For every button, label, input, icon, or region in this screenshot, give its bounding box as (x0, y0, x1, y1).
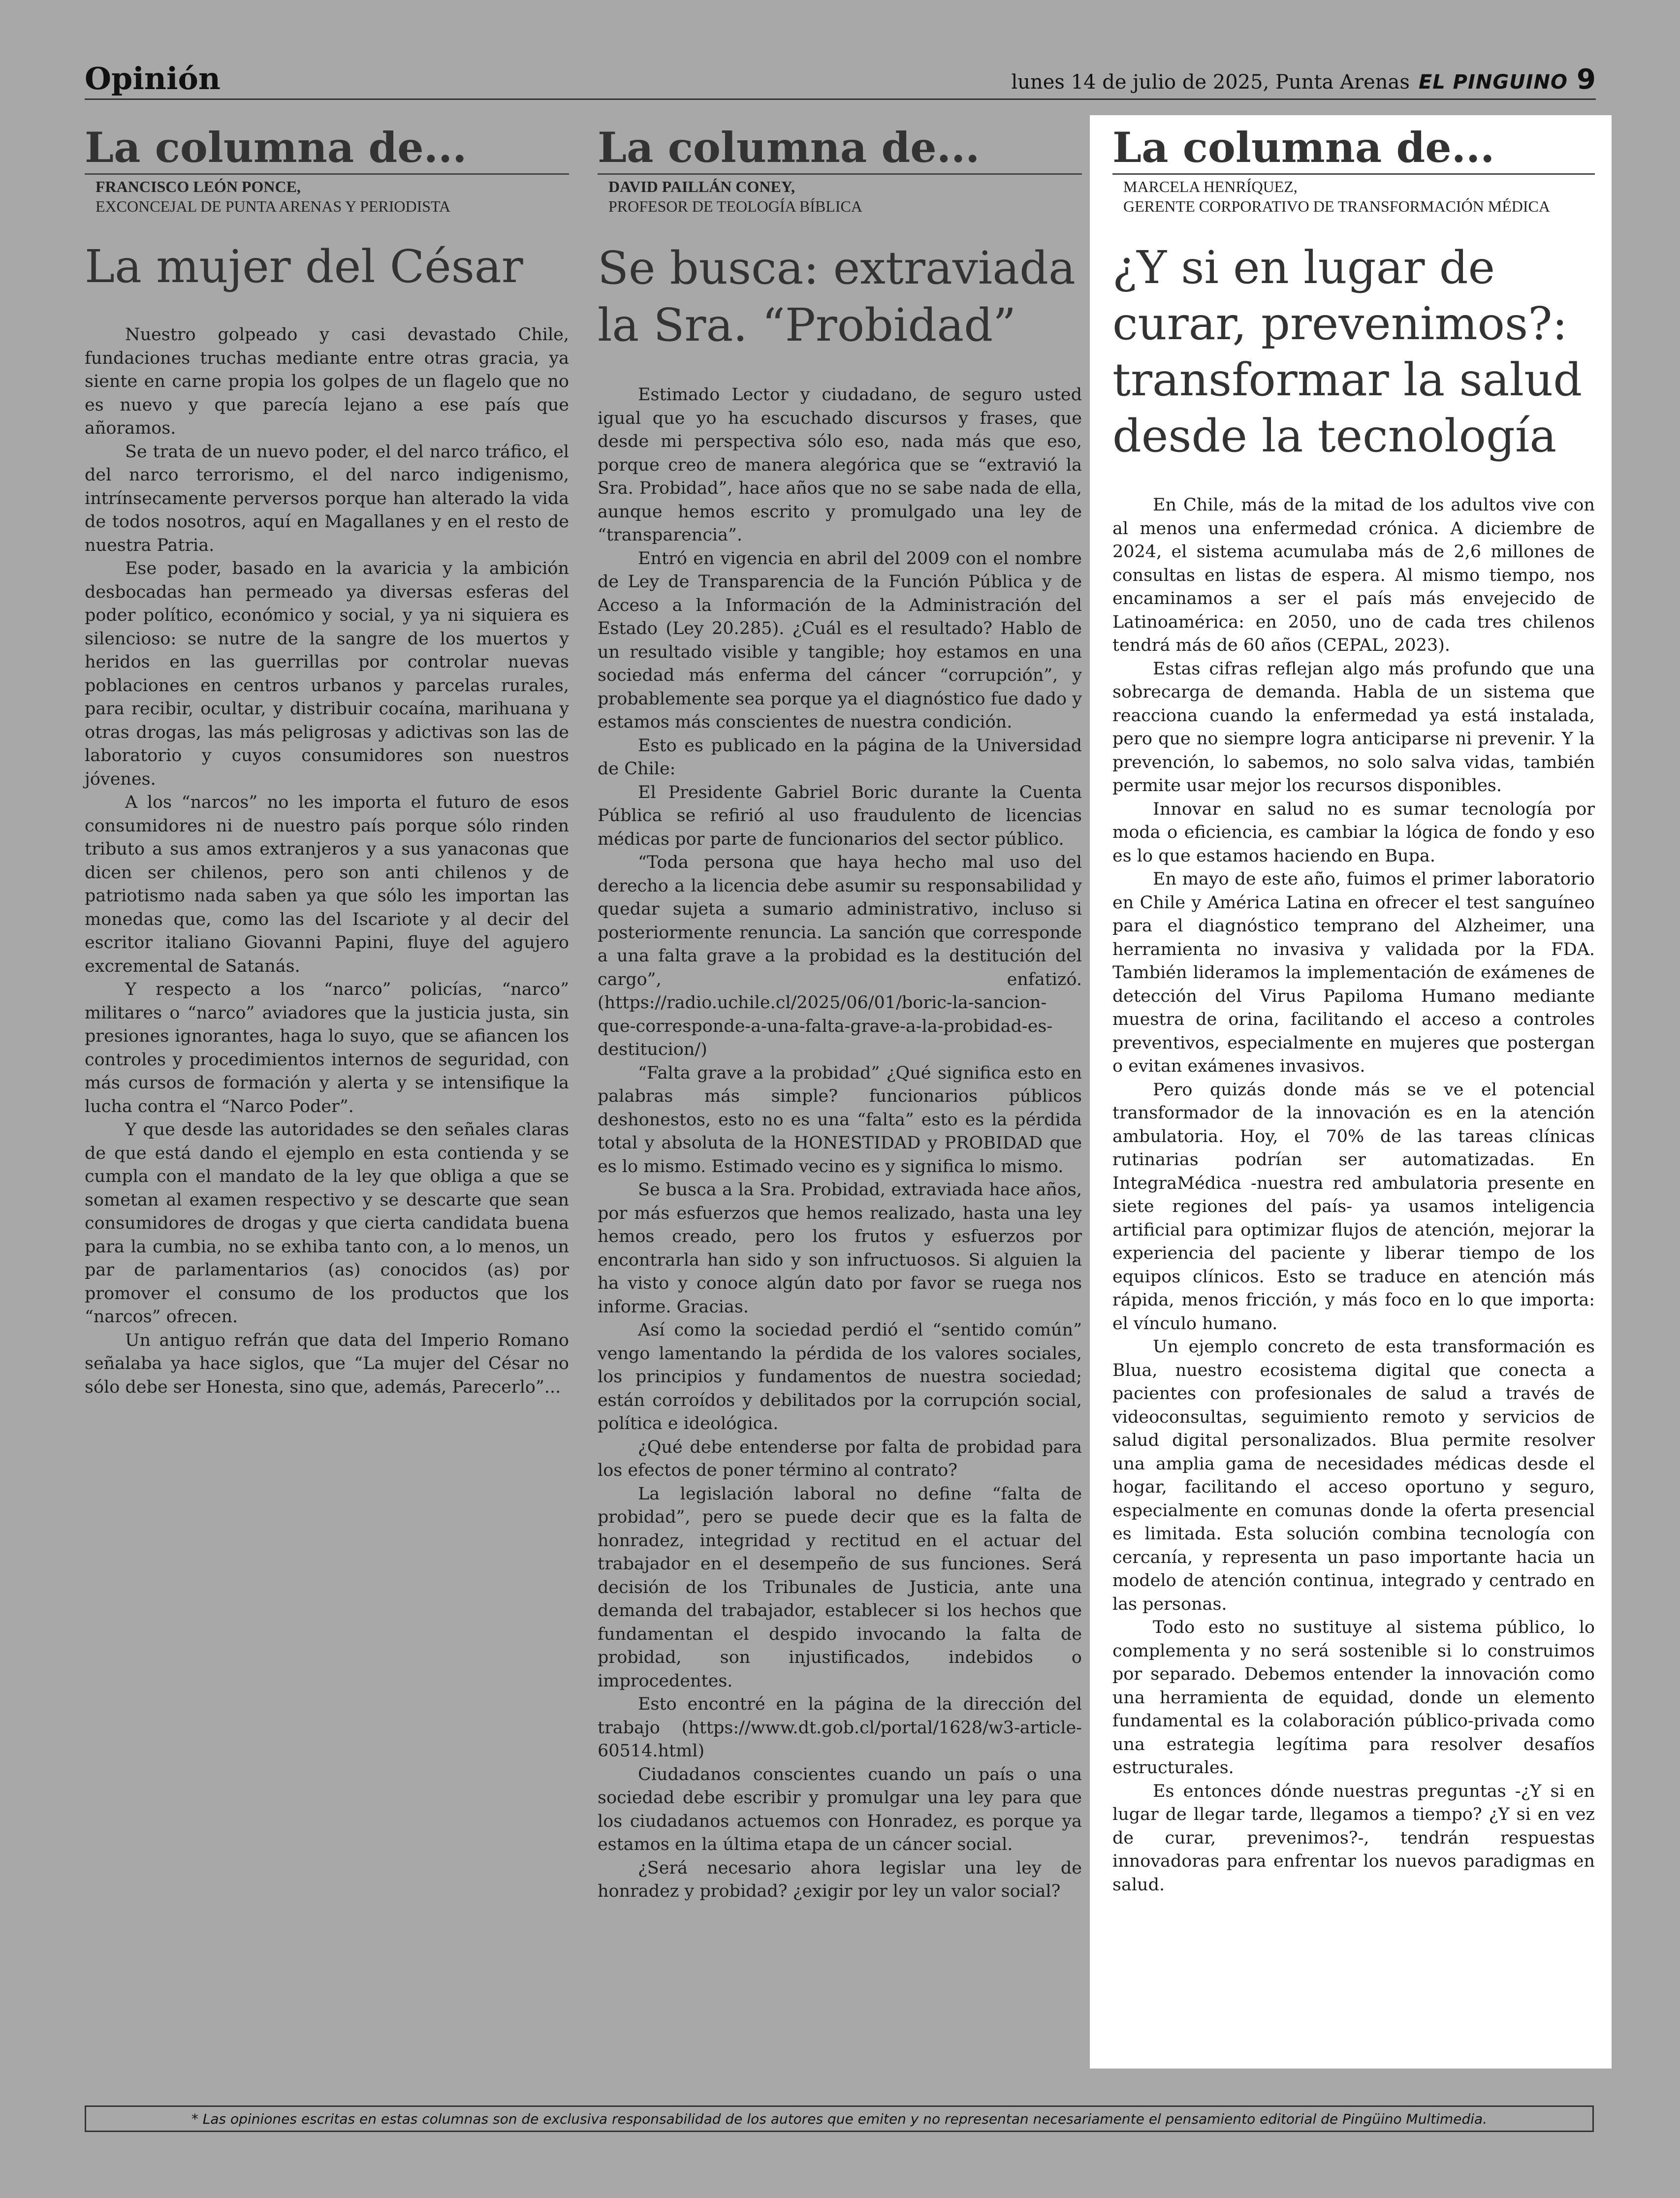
dateline: lunes 14 de julio de 2025, Punta Arenas (1011, 71, 1410, 94)
paragraph: Nuestro golpeado y casi devastado Chile, fundaciones truchas mediante entre otras gracia, ya siente en carne propia los golpes de un flagelo que no es nuevo y que parecía lejano a ese país que añoramos. (85, 325, 569, 438)
column-1 (85, 123, 569, 1399)
paragraph: ¿Será necesario ahora legislar una ley de honradez y probidad? ¿exigir por ley un valor social? (598, 1858, 1082, 1901)
page-number: 9 (1577, 64, 1596, 96)
column-3 (1112, 123, 1595, 1897)
paragraph: Así como la sociedad perdió el “sentido común” vengo lamentando la pérdida de los valores sociales, los principios y fundamentos de nuestra sociedad; están corroídos y debilitados por la corrupción social, política e ideológica. (598, 1320, 1082, 1433)
author-name: FRANCISCO LEÓN PONCE, (95, 178, 301, 195)
kicker-rule (1112, 173, 1595, 175)
paragraph: El Presidente Gabriel Boric durante la Cuenta Pública se refirió al uso fraudulento de licencias médicas por parte de funcionarios del sector público. (598, 782, 1082, 849)
article-headline: Se busca: extraviada la Sra. “Probidad” (598, 242, 1076, 351)
column-kicker: La columna de... (1112, 123, 1495, 172)
paragraph: Se busca a la Sra. Probidad, extraviada hace años, por más esfuerzos que hemos realizado, hasta una ley hemos creado, pero los frutos y esfuerzos por encontrarla han sido y son infructuosos. Si alguien la ha visto y conoce algún dato por favor se ruega nos informe. Gracias. (598, 1180, 1082, 1317)
author-role: GERENTE CORPORATIVO DE TRANSFORMACIÓN MÉDICA (1123, 197, 1551, 215)
author-role: EXCONCEJAL DE PUNTA ARENAS Y PERIODISTA (95, 197, 451, 215)
paragraph: Entró en vigencia en abril del 2009 con el nombre de Ley de Transparencia de la Función Pública y de Acceso a la Información de la Administración del Estado (Ley 20.285). ¿Cuál es el resultado? Hablo de un resultado visible y tangible; hoy estamos en una sociedad más enferma del cáncer “corrupción”, y probablemente sea porque ya el diagnóstico fue dado y estamos más conscientes de nuestra condición. (598, 548, 1082, 732)
disclaimer-box (85, 2105, 1594, 2132)
paragraph: Un ejemplo concreto de esta transformación es Blua, nuestro ecosistema digital que conecta a pacientes con profesionales de salud a través de videoconsultas, seguimiento remoto y servicios de salud digital personalizados. Blua permite resolver una amplia gama de necesidades médicas desde el hogar, facilitando el acceso oportuno y seguro, especialmente en comunas donde la oferta presencial es limitada. Esta solución combina tecnología con cercanía, y representa un paso importante hacia un modelo de atención continua, integrado y centrado en las personas. (1112, 1337, 1595, 1614)
newspaper-logo: EL PINGUINO (1418, 71, 1568, 94)
paragraph: “Falta grave a la probidad” ¿Qué significa esto en palabras más simple? funcionarios públicos deshonestos, esto no es una “falta” esto es la pérdida total y absoluta de la HONESTIDAD y PROBIDAD que es lo mismo. Estimado vecino es y significa lo mismo. (598, 1063, 1082, 1177)
article-body (598, 383, 1082, 1904)
paragraph: Un antiguo refrán que data del Imperio Romano señalaba ya hace siglos, que “La mujer del César no sólo debe ser Honesta, sino que, además, Parecerlo”... (85, 1330, 569, 1397)
paragraph: En Chile, más de la mitad de los adultos vive con al menos una enfermedad crónica. A diciembre de 2024, el sistema acumulaba más de 2,6 millones de consultas en listas de espera. Al mismo tiempo, nos encaminamos a ser el país más envejecido de Latinoamérica: en 2050, uno de cada tres chilenos tendrá más de 60 años (CEPAL, 2023). (1112, 495, 1595, 655)
header-right (1011, 64, 1596, 96)
disclaimer-text: * Las opiniones escritas en estas columnas son de exclusiva responsabilidad de los autores que emiten y no representan necesariamente el pensamiento editorial de Pingüino Multimedia. (191, 2110, 1488, 2127)
column-2 (598, 123, 1082, 1904)
paragraph: ¿Qué debe entenderse por falta de probidad para los efectos de poner término al contrato? (598, 1437, 1082, 1480)
paragraph: Es entonces dónde nuestras preguntas -¿Y si en lugar de llegar tarde, llegamos a tiempo? ¿Y si en vez de curar, prevenimos?-, tendrán respuestas innovadoras para enfrentar los nuevos paradigmas en salud. (1112, 1781, 1595, 1895)
paragraph: Esto encontré en la página de la dirección del trabajo (https://www.dt.gob.cl/portal/1628/w3-article-60514.html) (598, 1694, 1082, 1761)
author-role: PROFESOR DE TEOLOGÍA BÍBLICA (608, 197, 862, 215)
paragraph: Ese poder, basado en la avaricia y la ambición desbocadas han permeado ya diversas esferas del poder político, económico y social, y ya ni siquiera es silencioso: se nutre de la sangre de los muertos y heridos en las guerrillas por controlar nuevas poblaciones en centros urbanos y parcelas rurales, para recibir, ocultar, y distribuir cocaína, marihuana y otras drogas, las más peligrosas y adictivas son las de laboratorio y cuyos consumidores son nuestros jóvenes. (85, 559, 569, 789)
paragraph: Esto es publicado en la página de la Universidad de Chile: (598, 735, 1082, 779)
paragraph: Se trata de un nuevo poder, el del narco tráfico, el del narco terrorismo, el del narco indigenismo, intrínsecamente perversos porque han alterado la vida de todos nosotros, aquí en Magallanes y en el resto de nuestra Patria. (85, 442, 569, 555)
article-body (1112, 494, 1595, 1897)
paragraph: Y que desde las autoridades se den señales claras de que está dando el ejemplo en esta contienda y se cumpla con el mandato de la ley que obliga a que se sometan al examen respectivo y se descarte que sean consumidores de drogas y que cierta candidata buena para la cumbia, no se exhiba tanto con, a lo menos, un par de parlamentarios (as) conocidos (as) por promover el consumo de los productos que los “narcos” ofrecen. (85, 1120, 569, 1327)
page-header (85, 59, 1596, 100)
section-title: Opinión (85, 61, 221, 96)
column-kicker: La columna de... (85, 123, 467, 172)
paragraph: Pero quizás donde más se ve el potencial transformador de la innovación es en la atención ambulatoria. Hoy, el 70% de las tareas clínicas rutinarias podrían ser automatizadas. En IntegraMédica -nuestra red ambulatoria presente en siete regiones del país- ya usamos inteligencia artificial para optimizar flujos de atención, mejorar la experiencia del paciente y liberar tiempo de los equipos clínicos. Esto se traduce en atención más rápida, menos fricción, y más foco en lo que importa: el vínculo humano. (1112, 1080, 1595, 1334)
paragraph: En mayo de este año, fuimos el primer laboratorio en Chile y América Latina en ofrecer el test sanguíneo para el diagnóstico temprano del Alzheimer, una herramienta no invasiva y validada por la FDA. También lideramos la implementación de exámenes de detección del Virus Papiloma Humano mediante muestra de orina, facilitando el acceso a controles preventivos, especialmente en mujeres que postergan o evitan exámenes invasivos. (1112, 869, 1595, 1076)
paragraph: Innovar en salud no es sumar tecnología por moda o eficiencia, es cambiar la lógica de fondo y eso es lo que estamos haciendo en Bupa. (1112, 799, 1595, 866)
article-headline: La mujer del César (85, 240, 523, 293)
paragraph: “Toda persona que haya hecho mal uso del derecho a la licencia debe asumir su responsabilidad y quedar sujeta a sumario administrativo, incluso si posteriormente renuncia. La sanción que corresponde a una falta grave a la probidad es la destitución del cargo”, enfatizó. (https://radio.uchile.cl/2025/06/01/boric-la-sancion-que-corresponde-a-una-falta-grave-a-la-probidad-es-destitucion/) (598, 853, 1082, 1059)
paragraph: Y respecto a los “narco” policías, “narco” militares o “narco” aviadores que la justicia justa, sin presiones ignorantes, haga lo suyo, que se afiancen los controles y procedimientos internos de seguridad, con más cursos de formación y alerta y se intensifique la lucha contra el “Narco Poder”. (85, 980, 569, 1116)
paragraph: Estas cifras reflejan algo más profundo que una sobrecarga de demanda. Habla de un sistema que reacciona cuando la enfermedad ya está instalada, pero que no siempre logra anticiparse ni prevenir. Y la prevención, lo sabemos, no solo salva vidas, también permite usar mejor los recursos disponibles. (1112, 659, 1595, 796)
kicker-rule (598, 173, 1082, 175)
article-headline: ¿Y si en lugar de curar, prevenimos?: transformar la salud desde la tecnología (1112, 241, 1583, 462)
paragraph: A los “narcos” no les importa el futuro de esos consumidores ni de nuestro país porque sólo rinden tributo a sus amos extranjeros y a sus yanaconas que dicen ser chilenos, pero son anti chilenos y de patriotismo nada saben ya que sólo les importan las monedas que, como las del Iscariote y al decir del escritor italiano Giovanni Papini, fluye del agujero excremental de Satanás. (85, 793, 569, 976)
author-name: MARCELA HENRÍQUEZ, (1123, 178, 1298, 195)
kicker-rule (85, 173, 569, 175)
article-body (85, 323, 569, 1399)
paragraph: Ciudadanos conscientes cuando un país o una sociedad debe escribir y promulgar una ley para que los ciudadanos actuemos con Honradez, es porque ya estamos en la última etapa de un cáncer social. (598, 1764, 1082, 1854)
paragraph: Todo esto no sustituye al sistema público, lo complementa y no será sostenible si lo construimos por separado. Debemos entender la innovación como una herramienta de equidad, donde un elemento fundamental es la colaboración público-privada como una estrategia legítima para resolver desafíos estructurales. (1112, 1618, 1595, 1778)
paragraph: Estimado Lector y ciudadano, de seguro usted igual que yo ha escuchado discursos y frases, que desde mi perspectiva sólo eso, nada más que eso, porque creo de manera alegórica que se “extravió la Sra. Probidad”, hace años que no se sabe nada de ella, aunque hemos escrito y promulgado una ley de “transparencia”. (598, 385, 1082, 545)
paragraph: La legislación laboral no define “falta de probidad”, pero se puede decir que es la falta de honradez, integridad y rectitud en el actuar del trabajador en el desempeño de sus funciones. Será decisión de los Tribunales de Justicia, ante una demanda del trabajador, establecer si los hechos que fundamentan el despido invocando la falta de probidad, son injustificados, indebidos o improcedentes. (598, 1484, 1082, 1691)
author-name: DAVID PAILLÁN CONEY, (608, 178, 795, 195)
column-kicker: La columna de... (598, 123, 980, 172)
